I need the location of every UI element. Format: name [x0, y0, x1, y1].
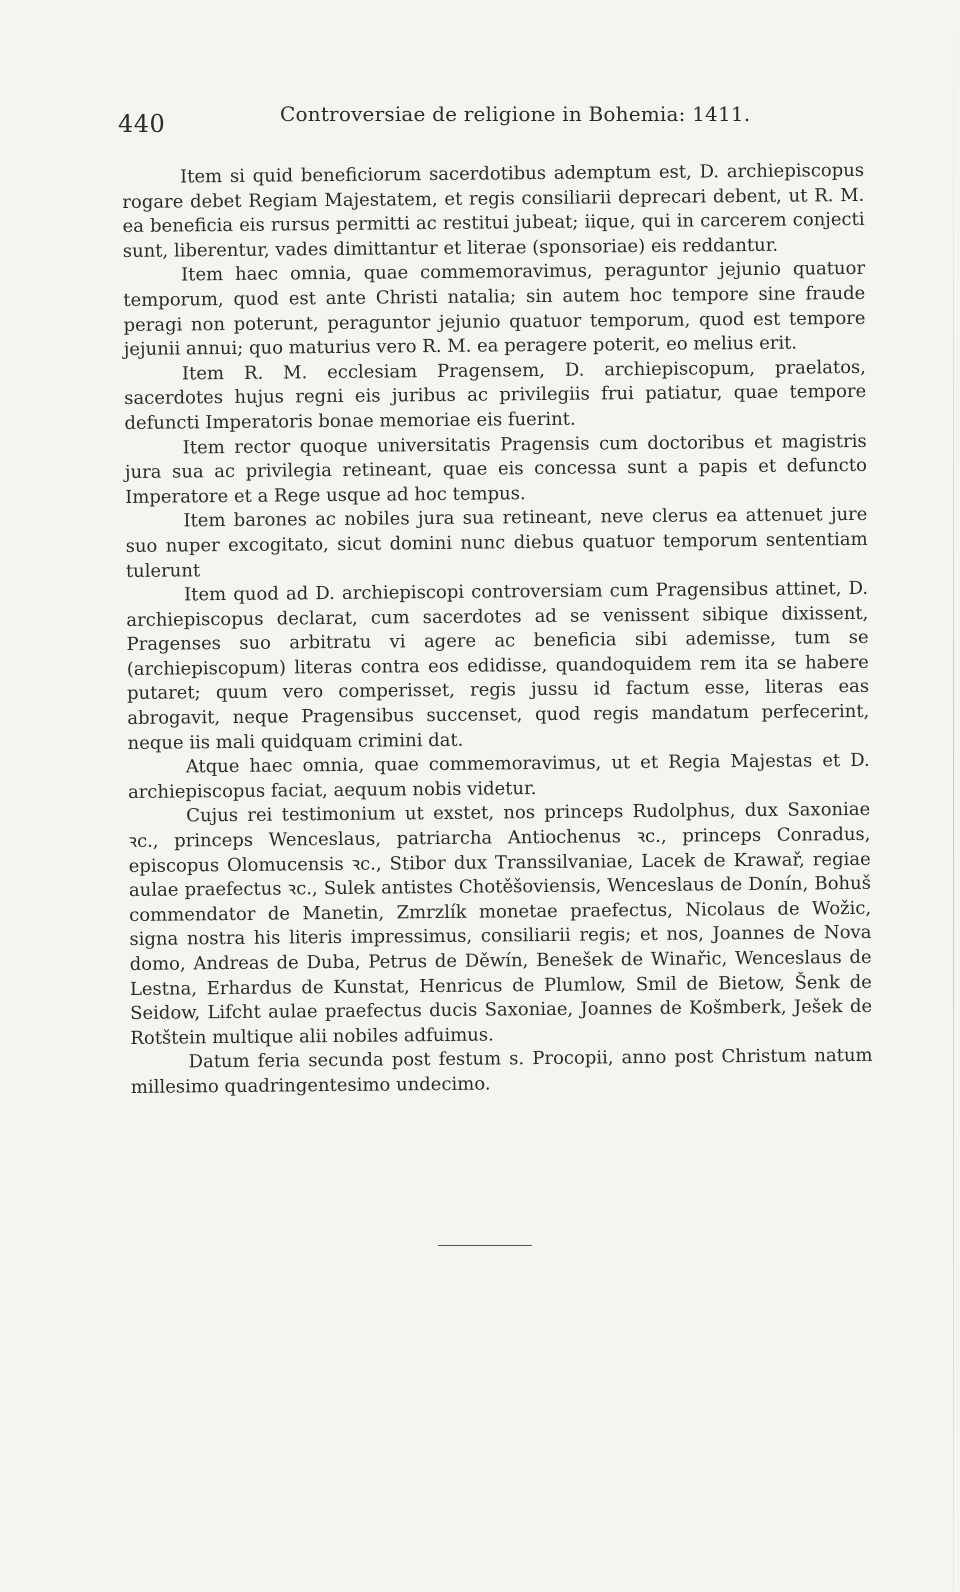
paragraph: Item barones ac nobiles jura sua retineant, neve clerus ea attenuet jure suo nuper excogitato, sicut domini nunc diebus quatuor temporum sententiam tulerunt	[125, 504, 868, 582]
page-header	[118, 102, 838, 142]
paragraph: Item R. M. ecclesiam Pragensem, D. archiepiscopum, praelatos, sacerdotes hujus regni eis juribus ac privilegiis frui patiatur, quae tempore defuncti Imperatoris bonae memoriae eis fuerint.	[124, 356, 867, 434]
page-number: 440	[118, 110, 166, 138]
paragraph: Item haec omnia, quae commemoravimus, peraguntor jejunio quatuor temporum, quod est ante Christi natalia; sin autem hoc tempore sine fraude peragi non poterunt, peraguntor jejunio quatuor temporum, quod est tempore jejunii annui; quo maturius vero R. M. ea peragere poterit, eo melius erit.	[123, 258, 866, 361]
paragraph: Atque haec omnia, quae commemoravimus, ut et Regia Majestas et D. archiepiscopus faciat, aequum nobis videtur.	[127, 750, 870, 803]
running-title: Controversiae de religione in Bohemia: 1411.	[280, 102, 751, 126]
paragraph: Item quod ad D. archiepiscopi controversiam cum Pragensibus attinet, D. archiepiscopus declarat, cum sacerdotes ad se venissent sibique dixissent, Pragenses suo arbitratu vi agere ac beneficia sibi ademisse, tum se (archiepiscopum) literas contra eos edidisse, quandoquidem rem ita se habere putaret; quum vero comperisset, regis jussu id factum esse, literas eas abrogavit, neque Pragensibus succenset, quod regis mandatum perfecerint, neque iis mali quidquam crimini dat.	[126, 577, 870, 754]
paragraph: Item rector quoque universitatis Pragensis cum doctoribus et magistris jura sua ac privilegia retineant, quae eis concessa sunt a papis et defuncto Imperatore et a Rege usque ad hoc tempus.	[124, 430, 868, 508]
body-text	[122, 159, 873, 1101]
paragraph: Cujus rei testimonium ut exstet, nos princeps Rudolphus, dux Saxoniae ꝛc., princeps Wenceslaus, patriarcha Antiochenus ꝛc., princeps Conradus, episcopus Olomucensis ꝛc., Stibor dux Transsilvaniae, Lacek de Krawař, regiae aulae praefectus ꝛc., Sulek antistes Chotěšoviensis, Wenceslaus de Donín, Bohuš commendator de Manetin, Zmrzlík monetae praefectus, Nicolaus de Wožic, signa nostra his literis impressimus, consiliarii regis; et nos, Joannes de Nova domo, Andreas de Duba, Petrus de Děwín, Benešek de Winařic, Wenceslaus de Lestna, Erhardus de Kunstat, Henricus de Plumlow, Smil de Bietow, Šenk de Seidow, Lifcht aulae praefectus ducis Saxoniae, Joannes de Košmberk, Ješek de Rotštein multique alii nobiles adfuimus.	[128, 799, 873, 1049]
page-edge-shadow	[953, 0, 954, 1592]
paragraph: Datum feria secunda post festum s. Procopii, anno post Christum natum millesimo quadringentesimo undecimo.	[130, 1045, 873, 1098]
paragraph: Item si quid beneficiorum sacerdotibus ademptum est, D. archiepiscopus rogare debet Regiam Majestatem, et regis consiliarii deprecari debent, ut R. M. ea beneficia eis rursus permitti ac restitui jubeat; iique, qui in carcerem conjecti sunt, liberentur, vades dimittantur et literae (sponsoriae) eis reddantur.	[122, 159, 865, 262]
closing-rule	[438, 1245, 532, 1246]
